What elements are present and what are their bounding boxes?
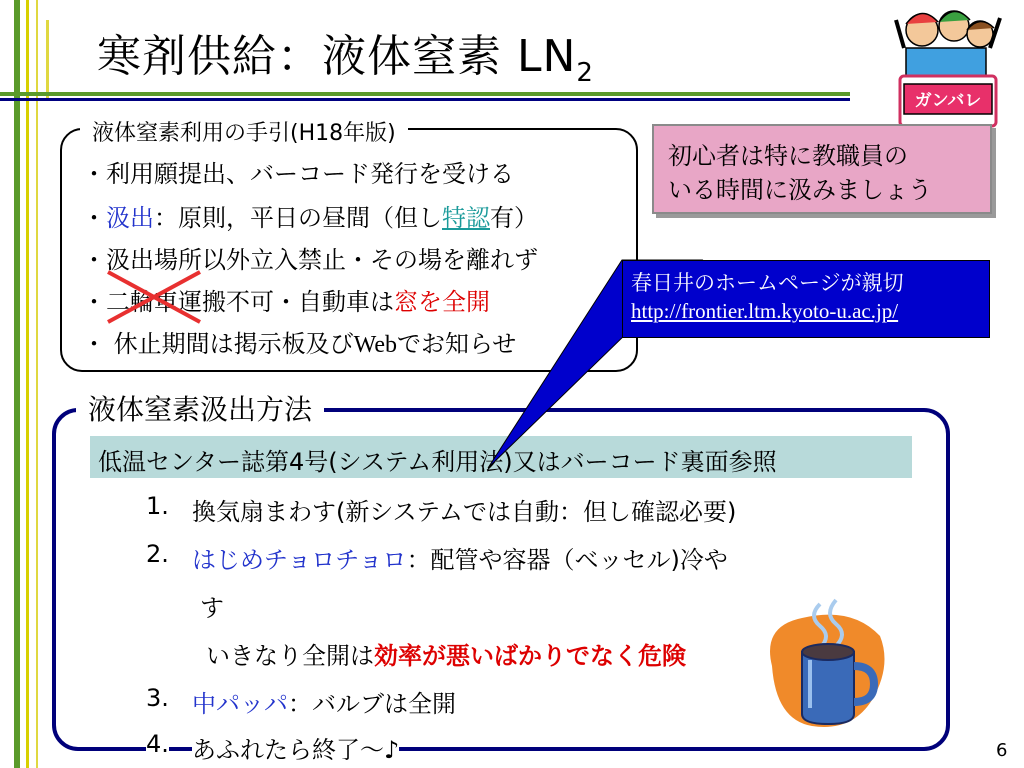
left-bar-accent [46, 20, 49, 100]
step-2-warning: いきなり全開は効率が悪いばかりでなく危険 [206, 642, 686, 670]
page-title: 寒剤供給：液体窒素 $LN_2$ [97, 31, 594, 88]
callout-text: 春日井のホームページが親切 [631, 271, 904, 295]
method-legend: 液体窒素汲出方法 [76, 388, 324, 428]
homepage-callout [622, 260, 990, 338]
step-1-text: 換気扇まわす(新システムでは自動：但し確認必要) [192, 498, 737, 526]
step-2-continuation: す [200, 594, 224, 622]
beginner-tip-box [652, 124, 992, 214]
reference-text: 低温センター誌第4号(システム利用法)又はバーコード裏面参照 [98, 448, 777, 476]
step-4-number: 4. [146, 730, 169, 758]
usage-guide-legend: 液体窒素利用の手引(H18年版) [80, 116, 408, 147]
usage-line-3: ・汲出場所以外立入禁止・その場を離れず [82, 246, 538, 274]
cheering-people-illustration [884, 0, 1006, 132]
homepage-link[interactable]: http://frontier.ltm.kyoto-u.ac.jp/ [631, 299, 899, 323]
usage-line-5: ・ 休止期間は掲示板及びWebでお知らせ [82, 330, 517, 358]
banner-text: ガンバレ [914, 91, 982, 111]
red-cross-mark [104, 268, 204, 326]
usage-line-2: ・汲出：原則，平日の昼間（但し特認有） [82, 204, 538, 232]
special-permission-link[interactable]: 特認 [442, 204, 490, 232]
left-bar-green [14, 0, 20, 768]
tip-line-1: 初心者は特に教職員の [668, 142, 908, 170]
left-bar-yellow-thin [36, 0, 38, 768]
step-3-text: 中パッパ：バルブは全開 [192, 690, 456, 718]
left-bar-yellow [26, 0, 29, 768]
step-3-number: 3. [146, 684, 169, 712]
step-2-text: はじめチョロチョロ：配管や容器（ベッセル)冷や [192, 546, 728, 574]
step-4-text: あふれたら終了～♪ [192, 730, 399, 765]
title-underline-green [0, 92, 850, 96]
step-1-number: 1. [146, 492, 169, 520]
step-2-number: 2. [146, 540, 169, 568]
page-number: 6 [996, 740, 1008, 761]
tip-line-2: いる時間に汲みましょう [668, 176, 932, 204]
steaming-mug-illustration [762, 596, 892, 736]
usage-line-1: ・利用願提出、バーコード発行を受ける [82, 160, 514, 188]
title-underline-navy [0, 98, 850, 101]
usage-line-4: ・二輪車運搬不可・自動車は窓を全開 [82, 288, 490, 316]
